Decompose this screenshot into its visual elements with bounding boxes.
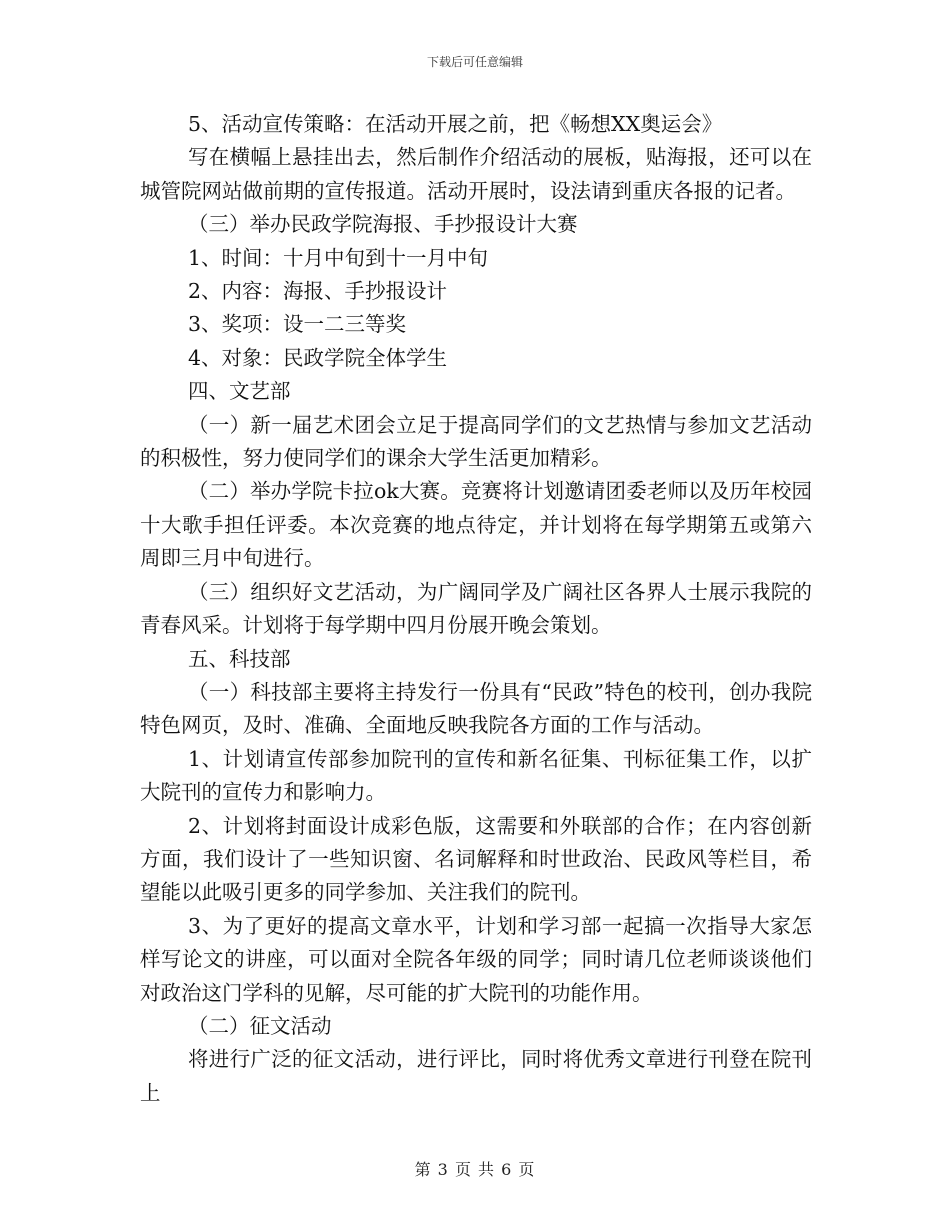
paragraph: （一）新一届艺术团会立足于提高同学们的文艺热情与参加文艺活动的积极性，努力使同学们的课余大学生活更加精彩。: [140, 412, 812, 471]
paragraph: 3、为了更好的提高文章水平，计划和学习部一起搞一次指导大家怎样写论文的讲座，可以面对全院各年级的同学；同时请几位老师谈谈他们对政治这门学科的见解，尽可能的扩大院刊的功能作用。: [140, 913, 812, 1005]
paragraph: 1、计划请宣传部参加院刊的宣传和新名征集、刊标征集工作，以扩大院刊的宣传力和影响力。: [140, 746, 812, 805]
paragraph: （二）举办学院卡拉ok大赛。竞赛将计划邀请团委老师以及历年校园十大歌手担任评委。本次竞赛的地点待定，并计划将在每学期第五或第六周即三月中旬进行。: [140, 479, 812, 571]
document-body: [140, 108, 812, 1110]
paragraph: 2、计划将封面设计成彩色版，这需要和外联部的合作；在内容创新方面，我们设计了一些知识窗、名词解释和时世政治、民政风等栏目，希望能以此吸引更多的同学参加、关注我们的院刊。: [140, 813, 812, 905]
section-heading: （二）征文活动: [188, 1013, 332, 1038]
list-item: 3、奖项：设一二三等奖: [188, 312, 407, 337]
list-item: 1、时间：十月中旬到十一月中旬: [188, 245, 489, 270]
section-heading: 五、科技部: [188, 646, 291, 671]
paragraph: 将进行广泛的征文活动，进行评比，同时将优秀文章进行刊登在院刊上: [140, 1047, 812, 1105]
paragraph: 写在横幅上悬挂出去，然后制作介绍活动的展板，贴海报，还可以在城管院网站做前期的宣传报道。活动开展时，设法请到重庆各报的记者。: [140, 145, 812, 203]
list-item: 4、对象：民政学院全体学生: [188, 345, 448, 370]
paragraph: （三）组织好文艺活动，为广阔同学及广阔社区各界人士展示我院的青春风采。计划将于每学期中四月份展开晚会策划。: [140, 579, 812, 638]
paragraph: （一）科技部主要将主持发行一份具有“民政”特色的校刊，创办我院特色网页，及时、准确、全面地反映我院各方面的工作与活动。: [140, 679, 812, 738]
section-heading: 四、文艺部: [188, 379, 291, 404]
section-heading: （三）举办民政学院海报、手抄报设计大赛: [188, 212, 578, 237]
list-item: 2、内容：海报、手抄报设计: [188, 279, 448, 304]
page-footer: 第 3 页 共 6 页: [414, 1160, 536, 1179]
paragraph: 5、活动宣传策略：在活动开展之前，把《畅想XX奥运会》: [188, 112, 723, 136]
page-header: 下载后可任意编辑: [426, 55, 523, 69]
